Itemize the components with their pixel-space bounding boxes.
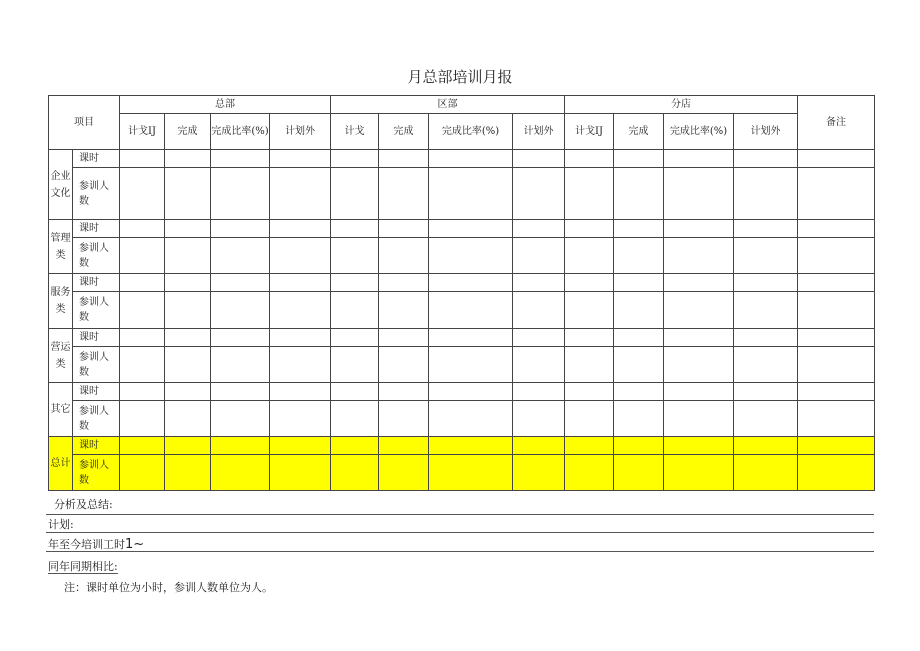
data-cell[interactable] <box>379 347 429 383</box>
data-cell[interactable] <box>165 292 211 329</box>
data-cell[interactable] <box>331 437 379 455</box>
data-cell[interactable] <box>379 437 429 455</box>
data-cell[interactable] <box>429 292 513 329</box>
data-cell[interactable] <box>614 238 664 274</box>
data-cell[interactable] <box>664 274 734 292</box>
data-cell[interactable] <box>565 274 614 292</box>
data-cell[interactable] <box>565 292 614 329</box>
data-cell[interactable] <box>664 150 734 168</box>
col-hq-rate: 完成比率(%) <box>211 114 270 150</box>
data-cell[interactable] <box>429 168 513 220</box>
data-cell[interactable] <box>211 238 270 274</box>
data-cell[interactable] <box>270 292 331 329</box>
data-cell[interactable] <box>798 437 875 455</box>
data-cell[interactable] <box>211 292 270 329</box>
data-cell[interactable] <box>165 383 211 401</box>
data-cell[interactable] <box>270 274 331 292</box>
data-cell[interactable] <box>165 168 211 220</box>
subitem-label: 参训人数 <box>73 238 120 274</box>
data-cell[interactable] <box>614 150 664 168</box>
data-cell[interactable] <box>798 383 875 401</box>
data-cell[interactable] <box>429 329 513 347</box>
data-cell[interactable] <box>734 292 798 329</box>
subitem-label: 参训人数 <box>73 347 120 383</box>
data-cell[interactable] <box>734 274 798 292</box>
data-cell[interactable] <box>211 274 270 292</box>
group-hq: 总部 <box>120 96 331 114</box>
header-remark: 备注 <box>798 96 875 150</box>
subitem-label: 参训人数 <box>73 401 120 437</box>
data-cell[interactable] <box>379 168 429 220</box>
data-cell[interactable] <box>664 292 734 329</box>
data-cell[interactable] <box>798 401 875 437</box>
data-cell[interactable] <box>513 292 565 329</box>
data-cell[interactable] <box>165 329 211 347</box>
data-cell[interactable] <box>513 274 565 292</box>
col-region-unplanned: 计划外 <box>513 114 565 150</box>
subitem-label: 课时 <box>73 274 120 292</box>
data-cell[interactable] <box>565 383 614 401</box>
data-cell[interactable] <box>211 383 270 401</box>
data-cell[interactable] <box>664 383 734 401</box>
data-cell[interactable] <box>734 168 798 220</box>
data-cell[interactable] <box>165 274 211 292</box>
data-cell[interactable] <box>614 437 664 455</box>
data-cell[interactable] <box>798 329 875 347</box>
data-cell[interactable] <box>565 168 614 220</box>
category-label: 总计 <box>49 437 73 491</box>
data-cell[interactable] <box>331 292 379 329</box>
data-cell[interactable] <box>614 274 664 292</box>
data-cell[interactable] <box>270 329 331 347</box>
data-cell[interactable] <box>798 168 875 220</box>
data-cell[interactable] <box>798 150 875 168</box>
report-table <box>48 95 875 491</box>
unit-note: 注：课时单位为小时，参训人数单位为人。 <box>64 581 273 594</box>
data-cell[interactable] <box>513 220 565 238</box>
data-cell[interactable] <box>270 437 331 455</box>
data-cell[interactable] <box>270 455 331 491</box>
data-cell[interactable] <box>379 150 429 168</box>
data-cell[interactable] <box>513 383 565 401</box>
data-cell[interactable] <box>165 401 211 437</box>
data-cell[interactable] <box>513 401 565 437</box>
data-cell[interactable] <box>664 347 734 383</box>
data-cell[interactable] <box>270 383 331 401</box>
data-cell[interactable] <box>565 455 614 491</box>
data-cell[interactable] <box>429 220 513 238</box>
data-cell[interactable] <box>513 150 565 168</box>
data-cell[interactable] <box>513 168 565 220</box>
category-label: 其它 <box>49 383 73 437</box>
data-cell[interactable] <box>211 401 270 437</box>
data-cell[interactable] <box>565 329 614 347</box>
data-cell[interactable] <box>734 329 798 347</box>
category-label: 管理类 <box>49 220 73 274</box>
data-cell[interactable] <box>379 455 429 491</box>
ytd-line <box>48 536 144 552</box>
col-hq-plan: 计戈IJ <box>120 114 165 150</box>
data-cell[interactable] <box>429 238 513 274</box>
data-cell[interactable] <box>379 329 429 347</box>
data-cell[interactable] <box>429 150 513 168</box>
col-branch-unplanned: 计划外 <box>734 114 798 150</box>
data-cell[interactable] <box>734 347 798 383</box>
header-item: 项目 <box>49 96 120 150</box>
data-cell[interactable] <box>120 437 165 455</box>
category-label: 企业文化 <box>49 150 73 220</box>
data-cell[interactable] <box>211 150 270 168</box>
data-cell[interactable] <box>429 455 513 491</box>
yoy-label: 同年同期相比: <box>48 560 118 573</box>
data-cell[interactable] <box>120 220 165 238</box>
data-cell[interactable] <box>565 437 614 455</box>
data-cell[interactable] <box>331 329 379 347</box>
col-region-done: 完成 <box>379 114 429 150</box>
col-branch-done: 完成 <box>614 114 664 150</box>
data-cell[interactable] <box>379 220 429 238</box>
data-cell[interactable] <box>120 455 165 491</box>
data-cell[interactable] <box>565 220 614 238</box>
subitem-label: 课时 <box>73 437 120 455</box>
data-cell[interactable] <box>734 437 798 455</box>
data-cell[interactable] <box>165 238 211 274</box>
data-cell[interactable] <box>664 329 734 347</box>
data-cell[interactable] <box>664 455 734 491</box>
data-cell[interactable] <box>614 329 664 347</box>
data-cell[interactable] <box>331 168 379 220</box>
data-cell[interactable] <box>120 329 165 347</box>
data-cell[interactable] <box>798 292 875 329</box>
data-cell[interactable] <box>120 168 165 220</box>
data-cell[interactable] <box>270 347 331 383</box>
data-cell[interactable] <box>211 455 270 491</box>
data-cell[interactable] <box>331 150 379 168</box>
divider <box>46 532 874 533</box>
data-cell[interactable] <box>664 437 734 455</box>
data-cell[interactable] <box>614 220 664 238</box>
data-cell[interactable] <box>270 168 331 220</box>
data-cell[interactable] <box>120 292 165 329</box>
data-cell[interactable] <box>513 347 565 383</box>
data-cell[interactable] <box>165 150 211 168</box>
col-hq-unplanned: 计划外 <box>270 114 331 150</box>
data-cell[interactable] <box>331 274 379 292</box>
subitem-label: 参训人数 <box>73 455 120 491</box>
data-cell[interactable] <box>734 238 798 274</box>
analysis-label: 分析及总结: <box>54 498 113 511</box>
data-cell[interactable] <box>211 329 270 347</box>
divider <box>46 514 874 515</box>
data-cell[interactable] <box>429 437 513 455</box>
data-cell[interactable] <box>614 455 664 491</box>
data-cell[interactable] <box>331 238 379 274</box>
subitem-label: 课时 <box>73 383 120 401</box>
data-cell[interactable] <box>379 292 429 329</box>
data-cell[interactable] <box>565 401 614 437</box>
data-cell[interactable] <box>270 150 331 168</box>
data-cell[interactable] <box>211 220 270 238</box>
data-cell[interactable] <box>429 383 513 401</box>
data-cell[interactable] <box>614 168 664 220</box>
subitem-label: 课时 <box>73 329 120 347</box>
report-title: 月总部培训月报 <box>407 68 513 86</box>
data-cell[interactable] <box>270 401 331 437</box>
data-cell[interactable] <box>798 455 875 491</box>
data-cell[interactable] <box>211 437 270 455</box>
col-hq-done: 完成 <box>165 114 211 150</box>
divider <box>46 551 874 552</box>
data-cell[interactable] <box>734 220 798 238</box>
ytd-value: 1~ <box>125 537 145 552</box>
plan-label: 计划: <box>48 518 74 531</box>
data-cell[interactable] <box>379 383 429 401</box>
group-branch: 分店 <box>565 96 798 114</box>
data-cell[interactable] <box>379 274 429 292</box>
data-cell[interactable] <box>664 168 734 220</box>
data-cell[interactable] <box>165 455 211 491</box>
data-cell[interactable] <box>429 274 513 292</box>
data-cell[interactable] <box>165 437 211 455</box>
data-cell[interactable] <box>165 347 211 383</box>
category-label: 营运类 <box>49 329 73 383</box>
data-cell[interactable] <box>120 383 165 401</box>
data-cell[interactable] <box>565 150 614 168</box>
data-cell[interactable] <box>614 401 664 437</box>
data-cell[interactable] <box>664 220 734 238</box>
col-branch-plan: 计戈IJ <box>565 114 614 150</box>
group-region: 区部 <box>331 96 565 114</box>
data-cell[interactable] <box>734 401 798 437</box>
data-cell[interactable] <box>331 383 379 401</box>
data-cell[interactable] <box>331 455 379 491</box>
data-cell[interactable] <box>664 401 734 437</box>
data-cell[interactable] <box>331 220 379 238</box>
subitem-label: 参训人数 <box>73 292 120 329</box>
data-cell[interactable] <box>379 238 429 274</box>
data-cell[interactable] <box>120 401 165 437</box>
data-cell[interactable] <box>379 401 429 437</box>
ytd-label: 年至今培训工时 <box>48 538 125 551</box>
data-cell[interactable] <box>565 238 614 274</box>
data-cell[interactable] <box>429 347 513 383</box>
data-cell[interactable] <box>513 437 565 455</box>
data-cell[interactable] <box>331 347 379 383</box>
data-cell[interactable] <box>734 150 798 168</box>
data-cell[interactable] <box>798 220 875 238</box>
data-cell[interactable] <box>211 347 270 383</box>
data-cell[interactable] <box>120 274 165 292</box>
subitem-label: 课时 <box>73 150 120 168</box>
data-cell[interactable] <box>734 455 798 491</box>
data-cell[interactable] <box>270 238 331 274</box>
data-cell[interactable] <box>513 238 565 274</box>
col-branch-rate: 完成比率(%) <box>664 114 734 150</box>
data-cell[interactable] <box>798 274 875 292</box>
data-cell[interactable] <box>211 168 270 220</box>
data-cell[interactable] <box>429 401 513 437</box>
data-cell[interactable] <box>513 455 565 491</box>
data-cell[interactable] <box>120 347 165 383</box>
data-cell[interactable] <box>165 220 211 238</box>
data-cell[interactable] <box>614 347 664 383</box>
data-cell[interactable] <box>270 220 331 238</box>
data-cell[interactable] <box>734 383 798 401</box>
data-cell[interactable] <box>614 292 664 329</box>
data-cell[interactable] <box>120 150 165 168</box>
data-cell[interactable] <box>614 383 664 401</box>
data-cell[interactable] <box>331 401 379 437</box>
col-region-plan: 计戈 <box>331 114 379 150</box>
data-cell[interactable] <box>798 238 875 274</box>
data-cell[interactable] <box>798 347 875 383</box>
data-cell[interactable] <box>120 238 165 274</box>
col-region-rate: 完成比率(%) <box>429 114 513 150</box>
subitem-label: 参训人数 <box>73 168 120 220</box>
data-cell[interactable] <box>565 347 614 383</box>
category-label: 服务类 <box>49 274 73 329</box>
data-cell[interactable] <box>513 329 565 347</box>
data-cell[interactable] <box>664 238 734 274</box>
subitem-label: 课时 <box>73 220 120 238</box>
